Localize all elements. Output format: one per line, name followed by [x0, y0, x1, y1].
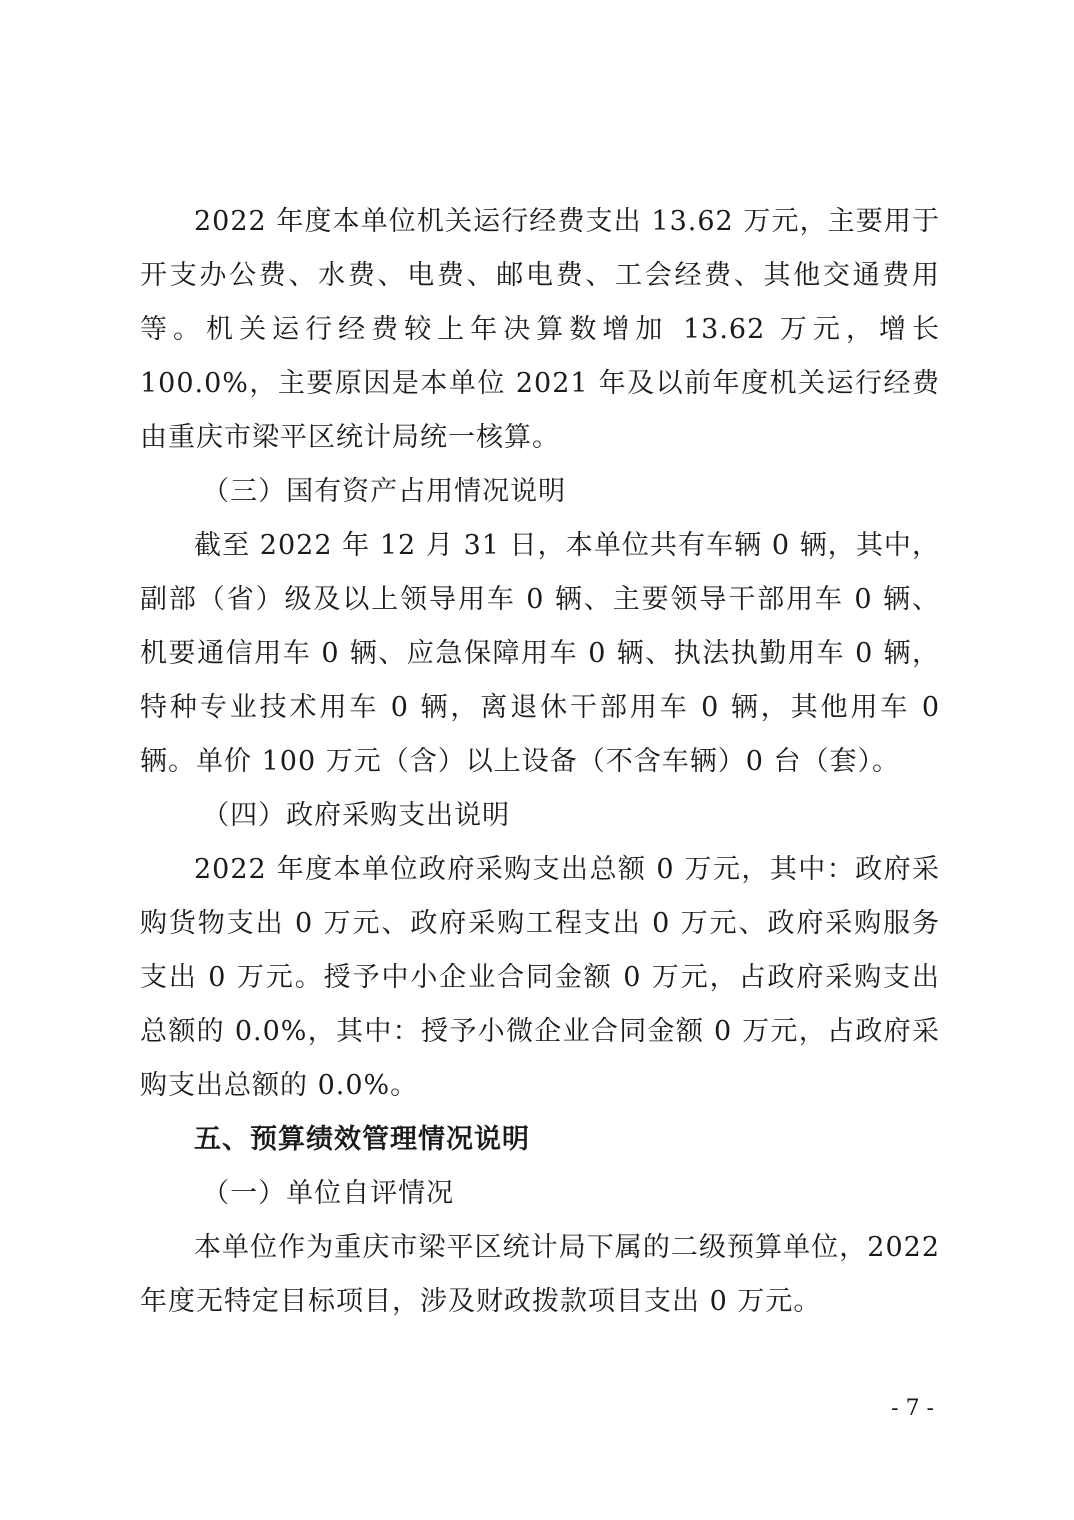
document-body [140, 195, 940, 1329]
subheading-procurement: （四）政府采购支出说明 [202, 800, 511, 831]
paragraph-procurement: 2022 年度本单位政府采购支出总额 0 万元，其中：政府采购货物支出 0 万元、政府采购工程支出 0 万元、政府采购服务支出 0 万元。授予中小企业合同金额 0 万元，占政府采购支出总额的 0.0%，其中：授予小微企业合同金额 0 万元，占政府采购支出总额的 0.0%。 [140, 854, 940, 1101]
paragraph-operating-expenses: 2022 年度本单位机关运行经费支出 13.62 万元，主要用于开支办公费、水费、电费、邮电费、工会经费、其他交通费用等。机关运行经费较上年决算数增加 13.62 万元，增长 100.0%，主要原因是本单位 2021 年及以前年度机关运行经费由重庆市梁平区统计局统一核算。 [140, 206, 940, 453]
paragraph-self-evaluation: 本单位作为重庆市梁平区统计局下属的二级预算单位，2022 年度无特定目标项目，涉及财政拨款项目支出 0 万元。 [140, 1232, 940, 1317]
subheading-state-assets: （三）国有资产占用情况说明 [202, 476, 567, 507]
page-number: - 7 - [891, 1396, 934, 1421]
paragraph-vehicles: 截至 2022 年 12 月 31 日，本单位共有车辆 0 辆，其中，副部（省）级及以上领导用车 0 辆、主要领导干部用车 0 辆、机要通信用车 0 辆、应急保障用车 0 辆、执法执勤用车 0 辆，特种专业技术用车 0 辆，离退休干部用车 0 辆，其他用车 0 辆。单价 100 万元（含）以上设备（不含车辆）0 台（套）。 [140, 530, 940, 777]
subheading-self-evaluation: （一）单位自评情况 [202, 1178, 455, 1209]
section-heading-performance: 五、预算绩效管理情况说明 [194, 1124, 530, 1155]
